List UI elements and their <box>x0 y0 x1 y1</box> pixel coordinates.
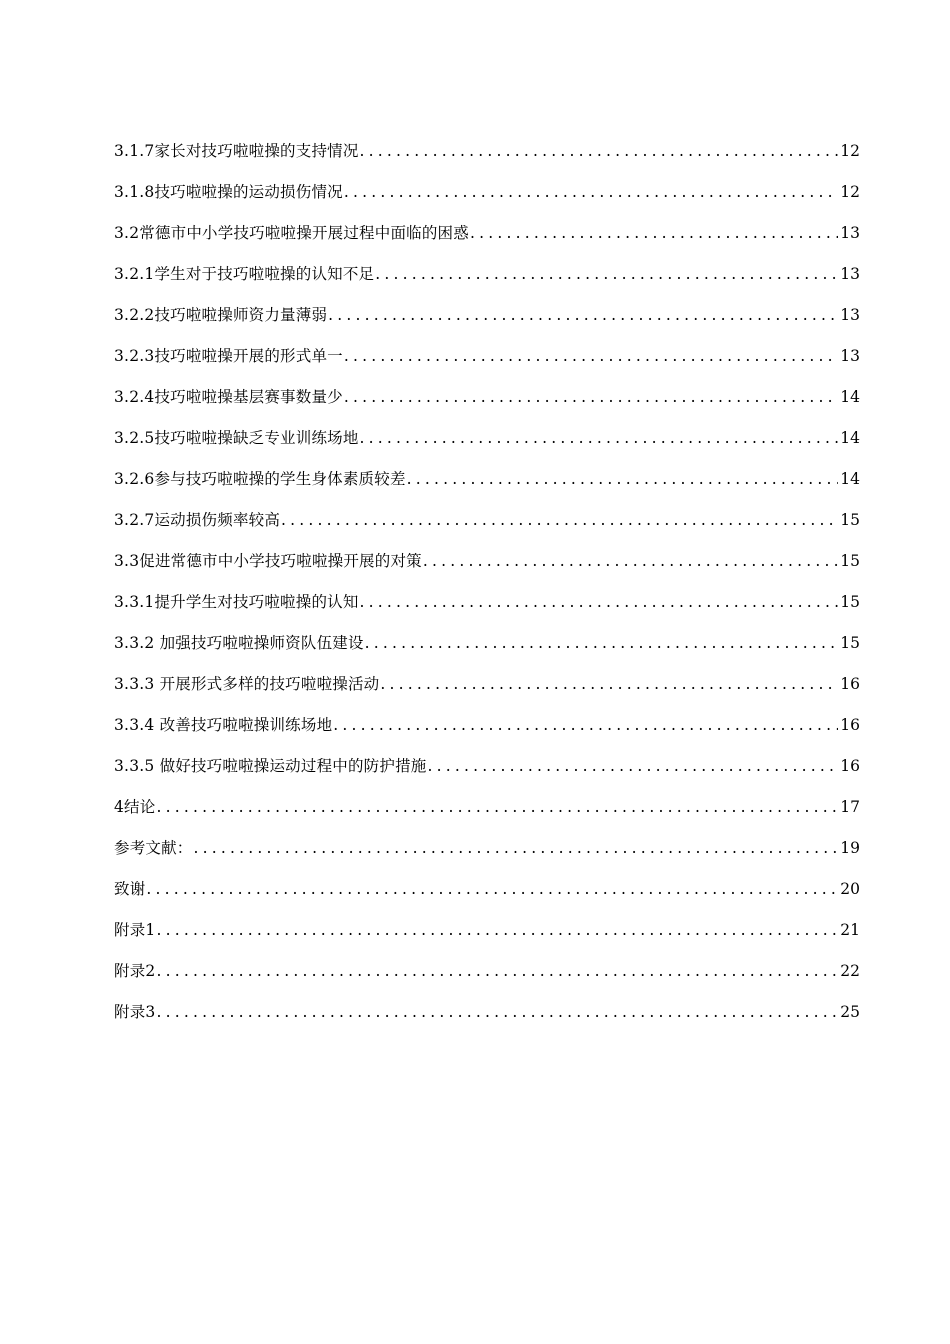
toc-entry-page: 14 <box>840 429 860 447</box>
toc-entry[interactable] <box>114 427 860 468</box>
toc-entry-page: 16 <box>840 757 860 775</box>
toc-entry[interactable] <box>114 878 860 919</box>
toc-dot-leader <box>194 837 838 859</box>
toc-entry-page: 17 <box>840 798 860 816</box>
toc-dot-leader <box>344 181 838 203</box>
toc-dot-leader <box>156 960 838 982</box>
toc-dot-leader <box>344 386 838 408</box>
toc-dot-leader <box>407 468 838 490</box>
toc-entry-title: 4结论 <box>114 798 156 816</box>
toc-entry-page: 14 <box>840 388 860 406</box>
toc-entry-page: 16 <box>840 675 860 693</box>
toc-entry[interactable] <box>114 386 860 427</box>
toc-dot-leader <box>156 919 838 941</box>
toc-entry-title: 3.2常德市中小学技巧啦啦操开展过程中面临的困惑 <box>114 224 469 242</box>
toc-dot-leader <box>470 222 838 244</box>
toc-entry[interactable] <box>114 591 860 632</box>
toc-dot-leader <box>427 755 838 777</box>
toc-entry-title: 3.3促进常德市中小学技巧啦啦操开展的对策 <box>114 552 422 570</box>
toc-entry-page: 22 <box>840 962 860 980</box>
toc-entry[interactable] <box>114 222 860 263</box>
toc-entry-title: 3.2.2技巧啦啦操师资力量薄弱 <box>114 306 328 324</box>
toc-entry-title: 3.3.1提升学生对技巧啦啦操的认知 <box>114 593 359 611</box>
toc-entry-page: 14 <box>840 470 860 488</box>
toc-entry-title: 3.3.2 加强技巧啦啦操师资队伍建设 <box>114 634 364 652</box>
toc-entry-page: 19 <box>840 839 860 857</box>
toc-entry-title: 3.2.6参与技巧啦啦操的学生身体素质较差 <box>114 470 406 488</box>
toc-entry-title: 附录3 <box>114 1003 156 1021</box>
toc-entry-page: 13 <box>840 265 860 283</box>
toc-dot-leader <box>380 673 838 695</box>
toc-entry[interactable] <box>114 632 860 673</box>
toc-entry[interactable] <box>114 263 860 304</box>
toc-entry-title: 附录1 <box>114 921 156 939</box>
toc-entry[interactable] <box>114 755 860 796</box>
toc-entry-page: 13 <box>840 347 860 365</box>
toc-entry-page: 20 <box>840 880 860 898</box>
toc-dot-leader <box>360 427 838 449</box>
toc-entry-page: 15 <box>840 634 860 652</box>
toc-entry-title: 3.2.4技巧啦啦操基层赛事数量少 <box>114 388 343 406</box>
toc-entry[interactable] <box>114 919 860 960</box>
toc-entry-page: 15 <box>840 593 860 611</box>
toc-dot-leader <box>360 140 838 162</box>
toc-entry-title: 3.3.5 做好技巧啦啦操运动过程中的防护措施 <box>114 757 427 775</box>
toc-entry[interactable] <box>114 796 860 837</box>
toc-dot-leader <box>344 345 838 367</box>
toc-entry-title: 3.1.8技巧啦啦操的运动损伤情况 <box>114 183 343 201</box>
toc-entry-title: 附录2 <box>114 962 156 980</box>
toc-entry[interactable] <box>114 509 860 550</box>
toc-dot-leader <box>360 591 838 613</box>
toc-entry-page: 25 <box>840 1003 860 1021</box>
toc-entry[interactable] <box>114 468 860 509</box>
toc-entry[interactable] <box>114 550 860 591</box>
toc-dot-leader <box>333 714 838 736</box>
toc-entry-title: 3.2.5技巧啦啦操缺乏专业训练场地 <box>114 429 359 447</box>
toc-dot-leader <box>375 263 838 285</box>
toc-entry-page: 12 <box>840 142 860 160</box>
toc-entry-title: 3.2.3技巧啦啦操开展的形式单一 <box>114 347 343 365</box>
toc-entry[interactable] <box>114 960 860 1001</box>
toc-entry[interactable] <box>114 304 860 345</box>
toc-dot-leader <box>146 878 838 900</box>
toc-entry[interactable] <box>114 673 860 714</box>
toc-entry-title: 3.3.3 开展形式多样的技巧啦啦操活动 <box>114 675 380 693</box>
toc-entry[interactable] <box>114 714 860 755</box>
toc-entry[interactable] <box>114 345 860 386</box>
toc-entry-page: 21 <box>840 921 860 939</box>
toc-entry[interactable] <box>114 140 860 181</box>
toc-entry-title: 致谢 <box>114 880 146 898</box>
toc-entry-title: 3.1.7家长对技巧啦啦操的支持情况 <box>114 142 359 160</box>
toc-entry[interactable] <box>114 837 860 878</box>
toc-dot-leader <box>281 509 838 531</box>
toc-entry-page: 13 <box>840 224 860 242</box>
toc-entry-page: 15 <box>840 552 860 570</box>
toc-entry-page: 15 <box>840 511 860 529</box>
toc-entry-page: 13 <box>840 306 860 324</box>
table-of-contents <box>114 140 860 1042</box>
toc-entry-title: 3.2.7运动损伤频率较高 <box>114 511 281 529</box>
toc-entry-title: 3.2.1学生对于技巧啦啦操的认知不足 <box>114 265 375 283</box>
toc-entry[interactable] <box>114 181 860 222</box>
toc-entry-title: 参考文献： <box>114 839 193 857</box>
toc-dot-leader <box>423 550 838 572</box>
toc-dot-leader <box>365 632 838 654</box>
toc-dot-leader <box>156 1001 838 1023</box>
toc-entry-page: 16 <box>840 716 860 734</box>
toc-entry-title: 3.3.4 改善技巧啦啦操训练场地 <box>114 716 333 734</box>
toc-dot-leader <box>328 304 838 326</box>
toc-entry[interactable] <box>114 1001 860 1042</box>
toc-dot-leader <box>156 796 838 818</box>
toc-entry-page: 12 <box>840 183 860 201</box>
